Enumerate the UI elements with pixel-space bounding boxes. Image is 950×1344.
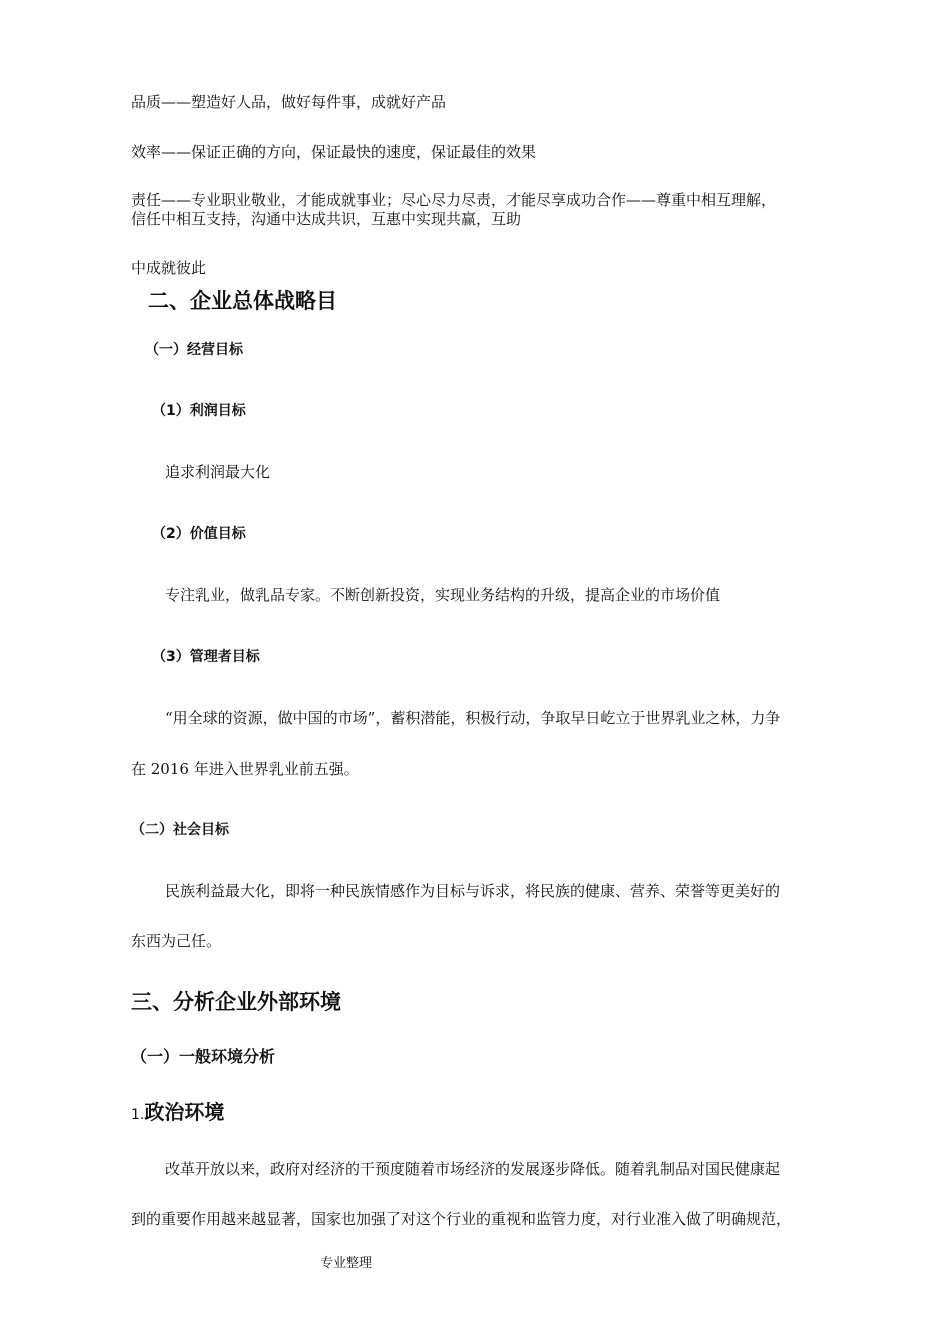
political-environment-title [131,1099,224,1128]
political-text-line2: 到的重要作用越来越显著，国家也加强了对这个行业的重视和监管力度，对行业准入做了明确规范， [131,1210,792,1228]
value-goal-text: 专注乳业，做乳品专家。不断创新投资，实现业务结构的升级，提高企业的市场价值 [165,586,721,604]
business-goals-heading: （一）经营目标 [145,342,243,358]
profit-goal-text: 追求利润最大化 [165,463,271,481]
social-goals-text-line2: 东西为己任。 [131,932,222,950]
section3-title: 三、分析企业外部环境 [131,990,341,1014]
value-quality: 品质——塑造好人品，做好每件事，成就好产品 [131,93,447,111]
section2-title: 二、企业总体战略目 [148,289,337,313]
value-goal-heading: （2）价值目标 [152,526,246,542]
value-efficiency: 效率——保证正确的方向，保证最快的速度，保证最佳的效果 [131,143,537,161]
political-title-text: 政治环境 [144,1100,225,1124]
social-goals-text-line1: 民族利益最大化，即将一种民族情感作为目标与诉求，将民族的健康、营养、荣誉等更美好的 [165,882,781,900]
general-environment-heading: （一）一般环境分析 [131,1047,276,1066]
manager-goal-text-line1: “用全球的资源，做中国的市场”，蓄积潜能，积极行动，争取早日屹立于世界乳业之林，力争 [165,709,781,727]
profit-goal-heading: （1）利润目标 [152,403,246,419]
political-number: 1. [131,1107,145,1123]
page-footer: 专业整理 [320,1256,373,1271]
manager-goal-heading: （3）管理者目标 [152,649,260,665]
value-responsibility-line1: 责任——专业职业敬业，才能成就事业；尽心尽力尽责，才能尽享成功合作——尊重中相互理解， [131,191,777,209]
value-responsibility-line2: 信任中相互支持，沟通中达成共识，互惠中实现共赢，互助 [131,210,522,228]
social-goals-heading: （二）社会目标 [131,822,229,838]
political-text-line1: 改革开放以来，政府对经济的干预度随着市场经济的发展逐步降低。随着乳制品对国民健康起 [165,1160,781,1178]
value-responsibility-line3: 中成就彼此 [131,259,207,277]
manager-goal-text-line2: 在 2016 年进入世界乳业前五强。 [131,760,359,778]
